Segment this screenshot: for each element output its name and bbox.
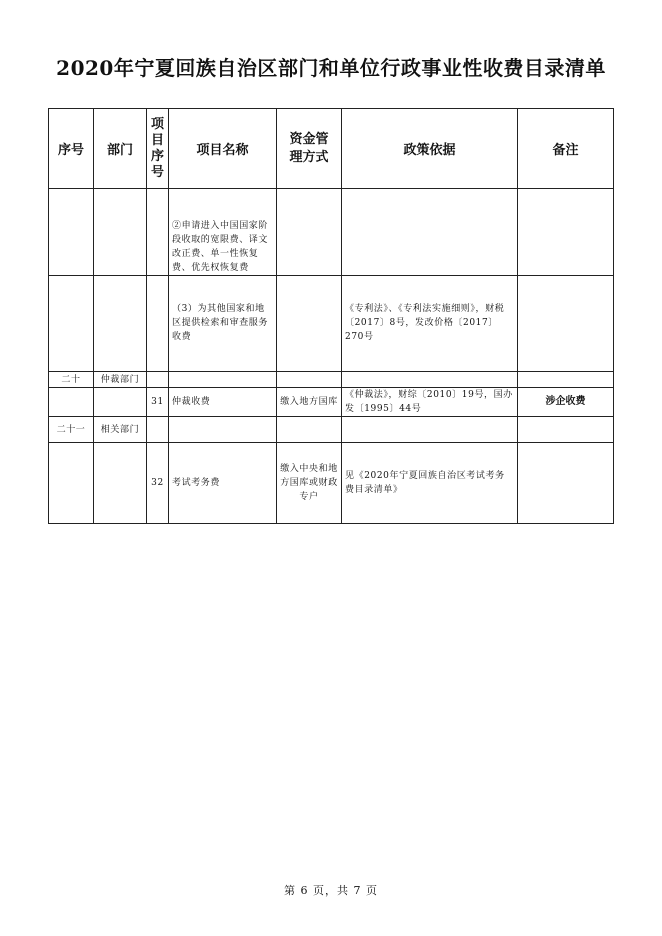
cell-fund: 缴入中央和地方国库或财政专户 [277, 443, 342, 524]
cell-fund [277, 276, 342, 372]
cell-remark [518, 189, 614, 276]
cell-dept [94, 276, 147, 372]
cell-item-name: 仲裁收费 [169, 388, 277, 417]
table-row [49, 276, 614, 372]
cell-item-seq [147, 189, 169, 276]
cell-remark: 涉企收费 [518, 388, 614, 417]
header-fund-mgmt-line: 理方式 [289, 149, 329, 165]
header-dept: 部门 [94, 109, 147, 189]
header-item-seq [147, 109, 169, 189]
header-policy: 政策依据 [342, 109, 518, 189]
page-footer: 第 6 页，共 7 页 [284, 884, 378, 897]
cell-remark [518, 276, 614, 372]
cell-policy [342, 372, 518, 388]
cell-seq [49, 443, 94, 524]
cell-remark [518, 417, 614, 443]
cell-item-name: 考试考务费 [169, 443, 277, 524]
cell-dept: 相关部门 [94, 417, 147, 443]
table-row [49, 189, 614, 276]
cell-dept [94, 388, 147, 417]
header-item-seq-char: 号 [150, 164, 164, 180]
cell-fund: 缴入地方国库 [277, 388, 342, 417]
cell-dept [94, 189, 147, 276]
page-title: 2020年宁夏回族自治区部门和单位行政事业性收费目录清单 [56, 56, 606, 80]
table-row-category [49, 417, 614, 443]
cell-seq [49, 388, 94, 417]
cell-item-name [169, 372, 277, 388]
cell-dept [94, 443, 147, 524]
cell-remark [518, 372, 614, 388]
cell-policy: 《仲裁法》，财综〔2010〕19号，国办发〔1995〕44号 [342, 388, 518, 417]
cell-policy [342, 417, 518, 443]
cell-seq [49, 189, 94, 276]
header-item-seq-char: 序 [150, 148, 164, 164]
cell-item-name: （3）为其他国家和地区提供检索和审查服务收费 [169, 276, 277, 372]
cell-dept: 仲裁部门 [94, 372, 147, 388]
cell-seq: 二十 [49, 372, 94, 388]
cell-item-name: ②申请进入中国国家阶段收取的宽限费、译文改正费、单一性恢复费、优先权恢复费 [169, 189, 277, 276]
header-item-seq-char: 目 [150, 132, 164, 148]
fee-table [48, 108, 614, 524]
table-row [49, 443, 614, 524]
table-header-row [49, 109, 614, 189]
cell-item-seq: 32 [147, 443, 169, 524]
cell-policy [342, 189, 518, 276]
cell-policy: 见《2020年宁夏回族自治区考试考务费目录清单》 [342, 443, 518, 524]
header-remark: 备注 [518, 109, 614, 189]
cell-item-seq [147, 372, 169, 388]
header-item-seq-char: 项 [150, 116, 164, 132]
cell-item-seq [147, 276, 169, 372]
cell-seq: 二十一 [49, 417, 94, 443]
header-seq: 序号 [49, 109, 94, 189]
cell-fund [277, 189, 342, 276]
cell-item-seq: 31 [147, 388, 169, 417]
header-item-name: 项目名称 [169, 109, 277, 189]
cell-remark [518, 443, 614, 524]
cell-seq [49, 276, 94, 372]
cell-fund [277, 372, 342, 388]
cell-item-name [169, 417, 277, 443]
cell-item-seq [147, 417, 169, 443]
header-fund-mgmt [277, 109, 342, 189]
cell-fund [277, 417, 342, 443]
cell-policy: 《专利法》、《专利法实施细则》，财税〔2017〕8号，发改价格〔2017〕270号 [342, 276, 518, 372]
header-fund-mgmt-line: 资金管 [289, 131, 329, 147]
table-row [49, 388, 614, 417]
table-row-category [49, 372, 614, 388]
